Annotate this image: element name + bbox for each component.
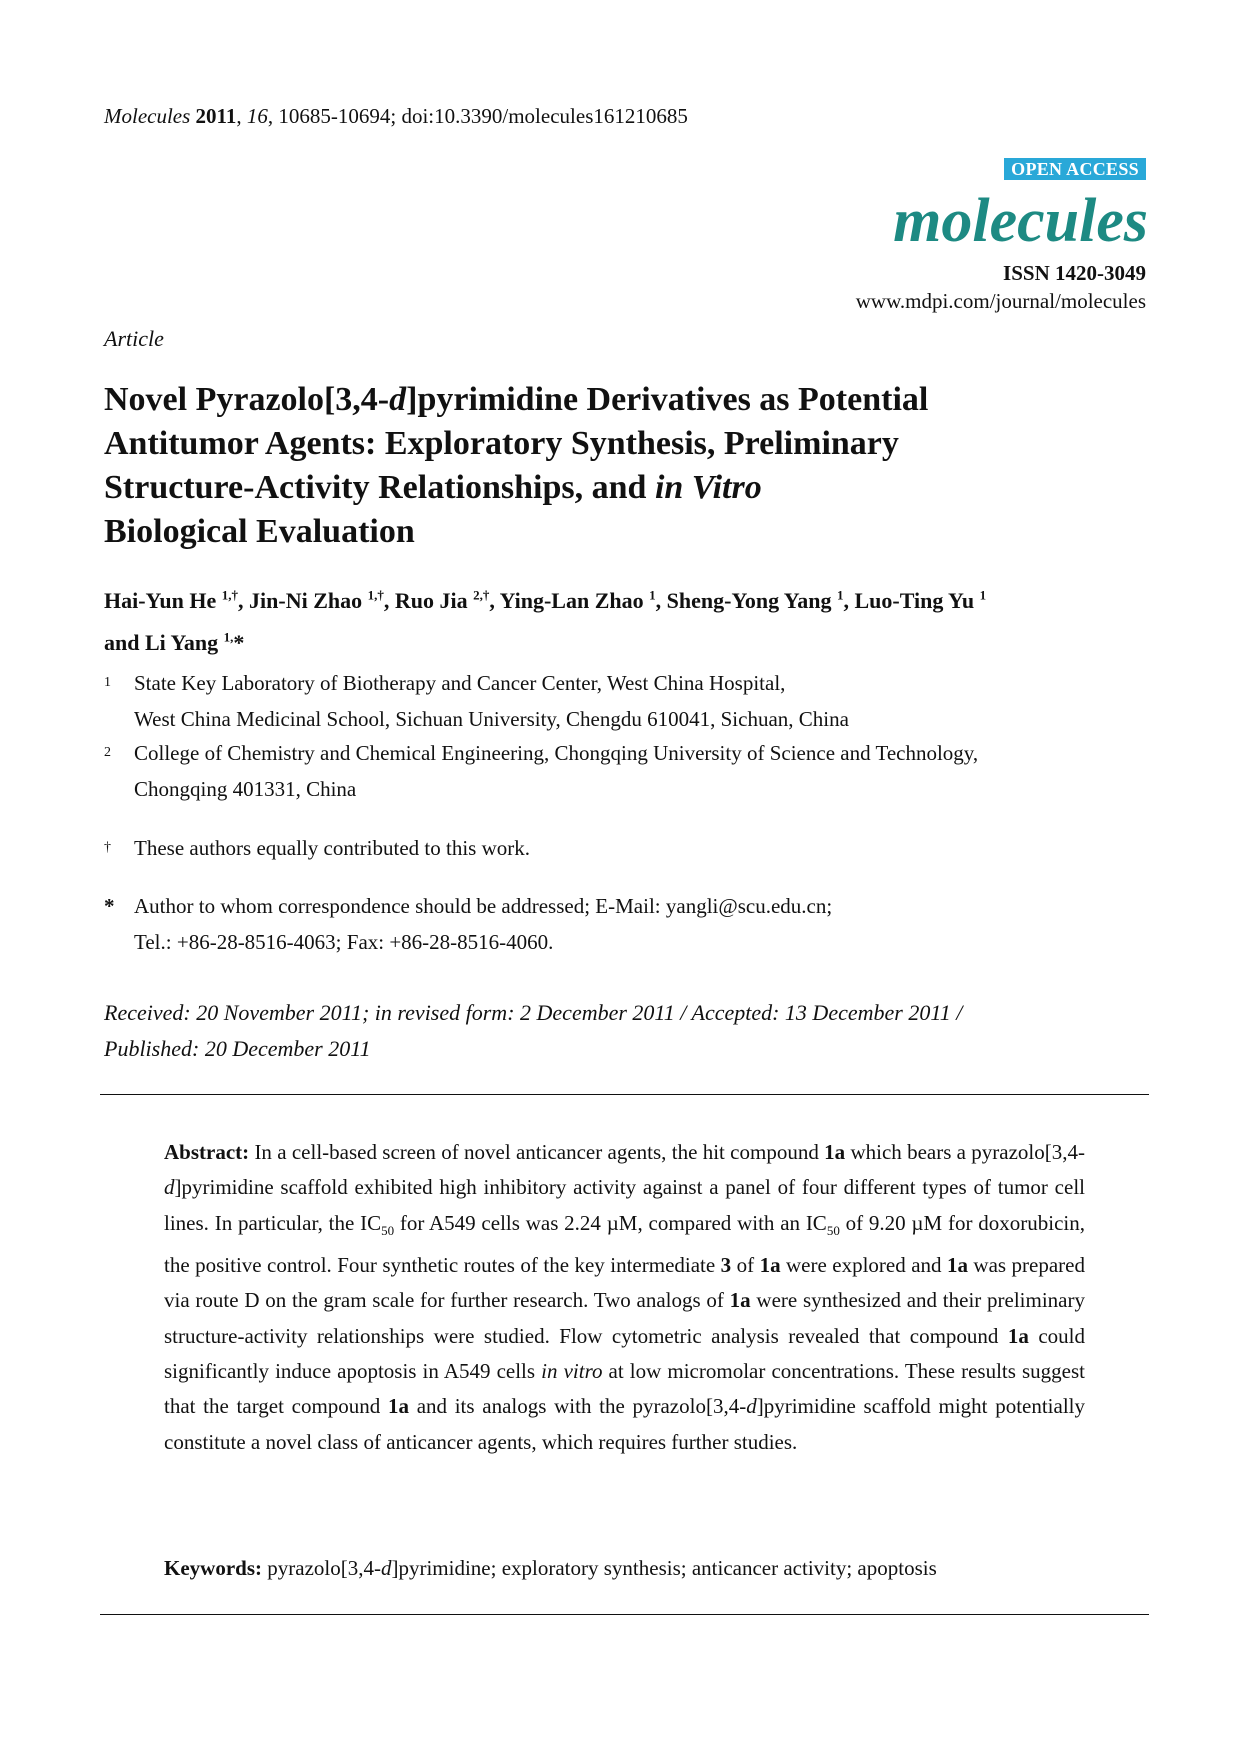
journal-logo: molecules <box>893 187 1148 255</box>
affiliation-marker: 1 <box>104 675 111 690</box>
publication-dates: Received: 20 November 2011; in revised form: 2 December 2011 / Accepted: 13 December 2011 / Published: 20 December 2011 <box>104 1000 963 1061</box>
asterisk-marker: * <box>104 894 115 918</box>
author: Luo-Ting Yu $^1$ <box>854 588 987 614</box>
abstract-label: Abstract: <box>164 1140 250 1164</box>
keywords: Keywords: pyrazolo[3,4-d]pyrimidine; exploratory synthesis; anticancer activity; apoptosis <box>164 1556 937 1580</box>
abstract: Abstract: In a cell-based screen of novel anticancer agents, the hit compound 1a which bears a pyrazolo[3,4-d]pyrimidine scaffold exhibited high inhibitory activity against a panel of four different types of tumor cell lines. In particular, the $IC_{50}$ for A549 cells was 2.24 µM, compared with an $IC_{50}$ of 9.20 µM for doxorubicin, the positive control. Four synthetic routes of the key intermediate 3 of 1a were explored and 1a was prepared via route D on the gram scale for further research. Two analogs of 1a were synthesized and their preliminary structure-activity relationships were studied. Flow cytometric analysis revealed that compound 1a could significantly induce apoptosis in A549 cells in vitro at low micromolar concentrations. These results suggest that the target compound 1a and its analogs with the pyrazolo[3,4-d]pyrimidine scaffold might potentially constitute a novel class of anticancer agents, which requires further studies. <box>164 1140 1086 1454</box>
author: Ruo Jia $^{2,\dagger}$, <box>394 588 500 614</box>
citation-volume: 16 <box>246 104 268 128</box>
divider-bottom <box>100 1614 1149 1615</box>
dagger-marker: † <box>104 840 111 855</box>
journal-website: www.mdpi.com/journal/molecules <box>855 289 1146 313</box>
author: Sheng-Yong Yang $^1$, <box>666 588 855 614</box>
author-list <box>104 578 1154 661</box>
keywords-label: Keywords: <box>164 1556 262 1580</box>
paper-title: Novel Pyrazolo[3,4-d]pyrimidine Derivatives as Potential Antitumor Agents: Exploratory Synthesis, Preliminary Structure-Activity Relationships, and in Vitro Biological Evaluation <box>104 381 929 550</box>
author: and Li Yang $^{1,}$* <box>104 629 245 655</box>
affiliation-marker: 2 <box>104 745 111 760</box>
citation-line: Molecules 2011, 16, 10685-10694; doi:10.3390/molecules161210685 <box>104 104 688 128</box>
issn-number: ISSN 1420-3049 <box>1003 261 1146 285</box>
article-type: Article <box>104 326 164 351</box>
author: Ying-Lan Zhao $^1$, <box>499 588 667 614</box>
author: Hai-Yun He $^{1,\dagger}$, <box>104 588 250 614</box>
citation-doi: , 10685-10694; doi:10.3390/molecules161210685 <box>267 104 688 128</box>
open-access-badge: OPEN ACCESS <box>1004 158 1146 180</box>
journal-title-italic: Molecules <box>104 104 191 128</box>
citation-year: 2011 <box>195 104 237 128</box>
author: Jin-Ni Zhao $^{1,\dagger}$, <box>249 588 395 614</box>
divider-top <box>100 1094 1149 1095</box>
